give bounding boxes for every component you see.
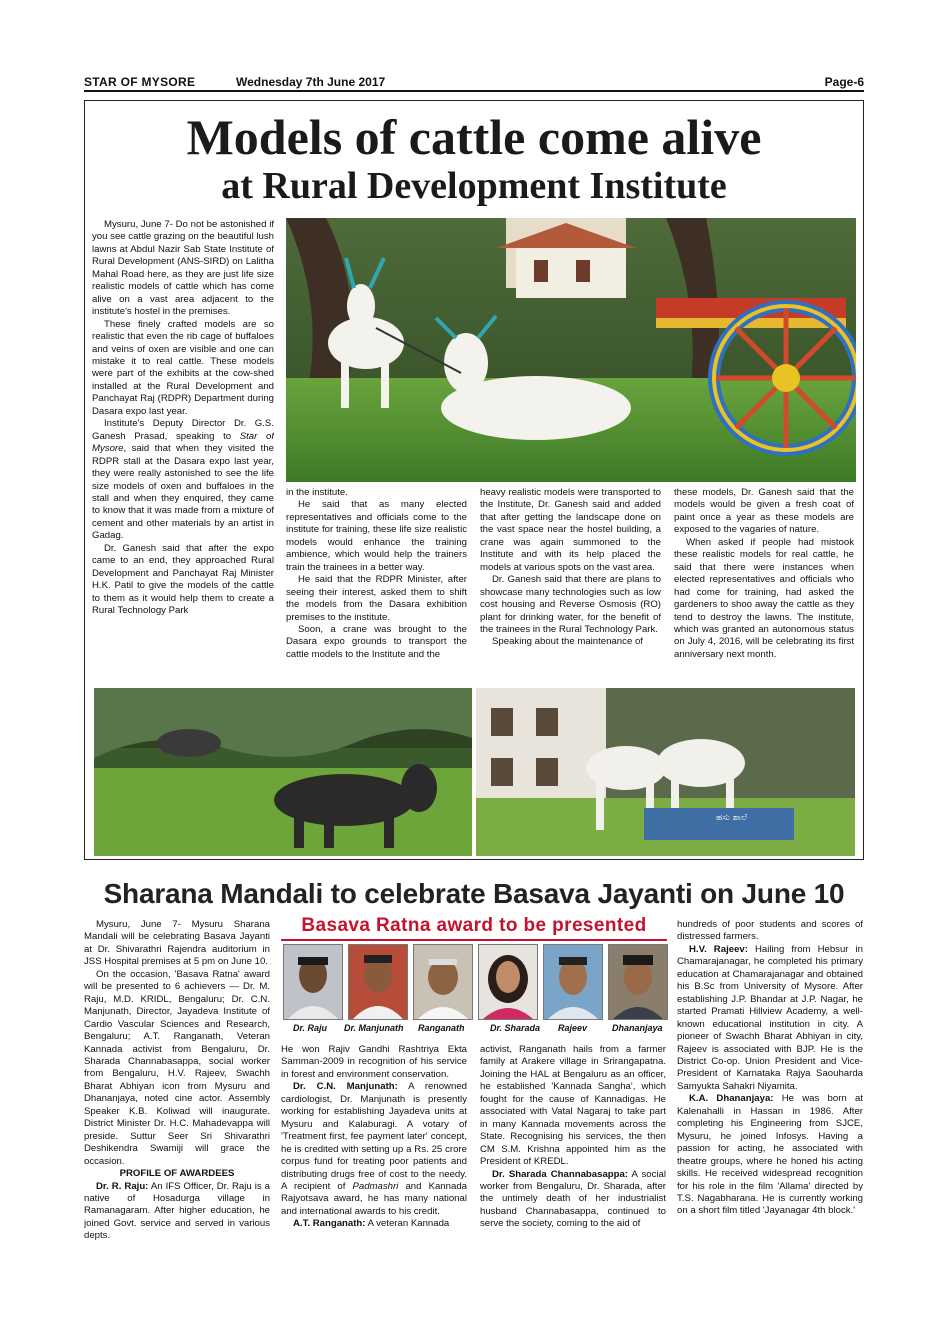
story-basava-headline: Sharana Mandali to celebrate Basava Jayanti on June 10 <box>103 878 845 909</box>
subhead-rule <box>281 939 667 941</box>
paragraph: He said that as many elected representatives and officials come to the institute for training, these life size realistic models would enhance the training ambience, which would help the trainers train the trainees in a better way. <box>286 499 467 573</box>
paragraph: Soon, a crane was brought to the Dasara expo grounds to transport the cattle models to the Institute and the <box>286 623 467 660</box>
portrait-rajeev <box>543 944 603 1020</box>
avatar <box>414 945 472 1019</box>
awardee-name: Dr. Sharada Channabasappa: <box>492 1168 629 1180</box>
paragraph <box>281 1081 467 1218</box>
avatar <box>609 945 667 1019</box>
page-number: Page-6 <box>824 75 864 89</box>
photo-cattle-cart-graphic <box>286 218 856 482</box>
paragraph: hundreds of poor students and scores of distressed farmers. <box>677 919 863 943</box>
caption-rajeev: Rajeev <box>558 1023 588 1033</box>
caption-sharada: Dr. Sharada <box>490 1023 541 1033</box>
story-cattle-col-3 <box>480 487 661 679</box>
story-cattle-col-2 <box>286 487 467 679</box>
portrait-captions <box>281 1023 667 1035</box>
story-basava-col-3 <box>480 1044 666 1266</box>
awardee-text: He was born at Kalenahalli in Hassan in 1986. After completing his Engineering from SJCE, Mysuru, he joined Infosys. Having a passion for acting, he associated with theatre groups, where he honed his acting skills. He received widespread recognition for his role in the film 'Allama' directed by T.S. Nagabharana. He is currently working on a short film titled 'Jayanagar 4th block.' <box>677 1093 863 1217</box>
paragraph: Mysuru, June 7- Do not be astonished if you see cattle grazing on the beautiful lush lawns at Abdul Nazir Sab State Institute of Rural Development (ANS-SIRD) on Lalitha Mahal Road here, as they are just life size realistic models of cattle which has come alive on a vast area adjacent to the institute's hostel in the premises. <box>92 219 274 318</box>
awardee-text: A social worker from Bengaluru, Dr. Sharada, after the untimely death of her industrialist husband Channabasappa, continued to serve the society, coming to the aid of <box>480 1168 666 1230</box>
paragraph <box>677 944 863 1093</box>
photo-buffaloes-graphic <box>94 688 472 856</box>
awardee-name: Dr. R. Raju: <box>96 1180 149 1192</box>
paragraph <box>281 1218 467 1230</box>
paragraph: Mysuru, June 7- Mysuru Sharana Mandali will be celebrating Basava Jayanti at Dr. Shivarathri Rajendra auditorium in JSS Hospital premises at 5 pm on June 10. <box>84 919 270 968</box>
paragraph: Institute's Deputy Director Dr. G.S. Ganesh Prasad, speaking to Star of Mysore, said that when they visited the RDPR stall at the Dasara expo last year, they were really astonished to see the life size models of oxen and buffaloes in the stall and when they enquired, they came to know that it was made from a mixture of cement and other materials by an artist in Gadag. <box>92 418 274 542</box>
story-basava-col-4 <box>677 919 863 1279</box>
paragraph: These finely crafted models are so realistic that even the rib cage of buffaloes and veins of oxen are visible and one can mistake it to real cattle. These models were part of the exhibits at the cow-shed installed at the Rural Development and Panchayat Raj (RDPR) Department during Dasara expo last year. <box>92 318 274 417</box>
subhead-bar <box>281 914 667 938</box>
awardee-text: An IFS Officer, Dr. Raju is a native of Hosadurga village in Ramanagaram. After higher education, he joined Govt. service and served in various depts. <box>84 1180 270 1242</box>
paragraph <box>84 1181 270 1243</box>
issue-date: Wednesday 7th June 2017 <box>236 75 386 89</box>
awardee-text: A renowned cardiologist, Dr. Manjunath is presently working for establishing Jayadeva units at Mysuru and Kalaburagi. A votary of 'Treatment first, fee payment later' concept, he is credited with setting up a Rs. 25 crore corpus fund for treating poor patients and distributing drugs free of cost to the needy. A recipient of <box>281 1081 467 1192</box>
story-cattle-col-4 <box>674 487 854 679</box>
story-basava-subhead: Basava Ratna award to be presented <box>301 915 647 936</box>
avatar <box>349 945 407 1019</box>
awardee-name: A.T. Ranganath: <box>293 1218 366 1230</box>
awardee-text: and Kannada Rajyotsava award, he has many national and international awards to his credit. <box>281 1180 467 1217</box>
photo-cattle-cart <box>286 218 856 482</box>
story-cattle-headline: Models of cattle come alive <box>186 109 762 165</box>
award-name: Padmashri <box>352 1180 399 1192</box>
paragraph: He won Rajiv Gandhi Rashtriya Ekta Samman-2009 in recognition of his service in forest and environment conservation. <box>281 1044 467 1080</box>
portrait-ranganath <box>413 944 473 1020</box>
caption-raju: Dr. Raju <box>293 1023 328 1033</box>
paragraph: Speaking about the maintenance of <box>492 636 643 648</box>
avatar <box>544 945 602 1019</box>
awardee-name: K.A. Dhananjaya: <box>689 1093 774 1105</box>
awardee-text: Hailing from Hebsur in Chamarajanagar, he completed his primary education at Chamarajanagar and obtained his B.Sc from University of Mysore. After establishing J.P. Bhandar at J.P. Nagar, he started Pramati Hillview Academy, a well-known educational institution in city. A pioneer of Swachh Bharat Abhiyan in city, Rajeev is associated with BJP. He is the District Co-op. Union President and Vice-President of Karnataka Rajya Saouharda Samyukta Sahakri Niyamita. <box>677 943 863 1092</box>
paragraph: activist, Ranganath hails from a farmer family at Arakere village in Srirangapatna. Joining the HAL at Bengaluru as an officer, he established 'Kannada Sangha', which fought for the cause of Kannadigas. He associated with Vatal Nagaraj to take part in many Kannada movements across the State. Recognising his services, the then CM S.M. Krishna appointed him as the President of KREDL. <box>480 1044 666 1168</box>
caption-ranganath: Ranganath <box>418 1023 465 1033</box>
avatar <box>479 945 537 1019</box>
awardee-name: Dr. C.N. Manjunath: <box>293 1081 398 1093</box>
story-cattle-col-1 <box>92 219 274 679</box>
story-basava-col-1 <box>84 919 270 1284</box>
paragraph: in the institute. <box>286 487 348 498</box>
awardee-text: A veteran Kannada <box>365 1218 450 1230</box>
caption-manjunath: Dr. Manjunath <box>344 1023 404 1033</box>
profile-heading: PROFILE OF AWARDEES <box>119 1168 235 1180</box>
paragraph: He said that the RDPR Minister, after seeing their interest, asked them to shift the models from the Dasara exhibition premises to the institute. <box>286 574 467 623</box>
photo-buffaloes <box>94 688 472 856</box>
portrait-dhananjaya <box>608 944 668 1020</box>
paragraph: Dr. Ganesh said that after the expo came to an end, they approached Rural Development and Panchayat Raj Minister H.K. Patil to give the models of the cattle to them as it would help them to create a Rural Technology Park <box>92 542 274 617</box>
caption-dhananjaya: Dhananjaya <box>612 1023 663 1033</box>
portrait-raju <box>283 944 343 1020</box>
trough-sign-text: ಹಸು ಶಾಲೆ <box>716 813 748 823</box>
paragraph: When asked if people had mistook these realistic models for real cattle, he said that there were instances when elected representatives and officials who had come for training, had asked the gardeners to shoo away the cattle as they tend to destroy the lawns. The institute, which was granted an autonomous status on July 4, 2016, will be celebrating its first anniversary next month. <box>674 536 854 660</box>
masthead <box>84 73 864 91</box>
portrait-sharada <box>478 944 538 1020</box>
story-cattle-headline-sub: at Rural Development Institute <box>221 165 727 207</box>
avatar <box>284 945 342 1019</box>
paragraph: heavy realistic models were transported to the Institute, Dr. Ganesh said and added that after getting the landscape done on the vast space near the hostel building, a crane was again summoned to the Institute and with its help placed the models at various spots on the vast area. <box>480 487 661 573</box>
masthead-rule <box>84 90 864 92</box>
paragraph: Dr. Ganesh said that there are plans to showcase many technologies such as low cost housing and Reverse Osmosis (RO) plant for drinking water, for the benefit of the trainees in the Rural Technology Park. <box>480 574 661 635</box>
awardee-name: H.V. Rajeev: <box>689 943 748 955</box>
paragraph: On the occasion, 'Basava Ratna' award will be presented to 6 achievers — Dr. M. Raju, M.D. KRIDL, Bengaluru; Dr. C.N. Manjunath, Director, Jayadeva Institute of Cardio Vascular Sciences and Research, Bengaluru; A.T. Ranganath, Veteran Kannada activist from Bengaluru, Dr. Sharada Channabasappa, social worker from Bengaluru, H.V. Rajeev, Swachh Bharat Abhiyan icon from Mysuru and Dhananjaya, noted cine actor. Assembly Speaker K.B. Koliwad will inaugurate. District Minister Dr. H.C. Mahadevappa will preside. Suttur Seer Sri Shivarathri Deshikendra Swamiji will grace the occasion. <box>84 968 270 1167</box>
paragraph: these models, Dr. Ganesh said that the models would be given a fresh coat of paint once a year as these models are exposed to the vagaries of nature. <box>674 487 854 536</box>
awardee-portraits <box>281 944 667 1026</box>
photo-oxen-trough-graphic <box>476 688 855 856</box>
publication-mention: Star of Mysore <box>92 430 274 455</box>
paragraph <box>480 1169 666 1231</box>
paragraph <box>677 1093 863 1218</box>
portrait-manjunath <box>348 944 408 1020</box>
publication-name: STAR OF MYSORE <box>84 75 196 89</box>
photo-oxen-trough <box>476 688 855 856</box>
story-basava-col-2 <box>281 1044 467 1266</box>
